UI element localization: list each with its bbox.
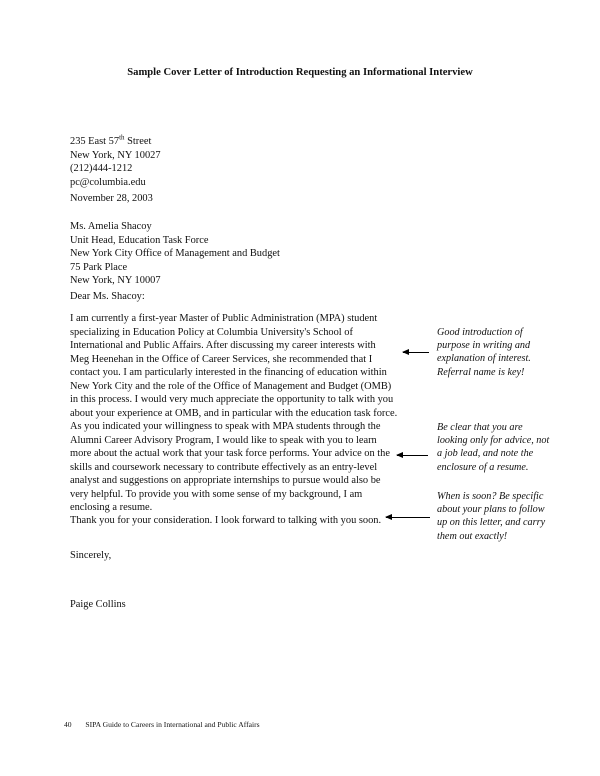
- letter-date: November 28, 2003: [70, 193, 153, 204]
- salutation: Dear Ms. Shacoy:: [70, 291, 145, 302]
- sender-address: [70, 135, 161, 189]
- footer-guide-title: SIPA Guide to Careers in International and Public Affairs: [85, 720, 260, 729]
- page-number: 40: [64, 720, 72, 729]
- paragraph-line: very helpful. To provide you with some sense of my background, I am: [70, 488, 363, 500]
- recipient-address: [70, 220, 280, 288]
- sender-street: 235 East 57th Street: [70, 133, 152, 147]
- paragraph-line: analyst and suggestions on appropriate internships to pursue would also be: [70, 475, 381, 486]
- margin-note-introduction: Good introduction of purpose in writing and explanation of interest. Referral name is key!: [437, 327, 531, 378]
- margin-note-advice: Be clear that you are looking only for advice, not a job lead, and note the enclosure of a resume.: [437, 422, 550, 473]
- paragraph-introduction: [70, 312, 397, 420]
- recipient-line: New York, NY 10007: [70, 275, 161, 286]
- paragraph-request: [70, 420, 390, 515]
- paragraph-line: Meg Heenehan in the Office of Career Services, she recommended that I: [70, 353, 373, 365]
- paragraph-line: contact you. I am particularly interested in the financing of education within: [70, 367, 387, 378]
- signature-name: Paige Collins: [70, 599, 126, 610]
- arrow-left-icon: [397, 455, 428, 456]
- paragraph-line: enclosing a resume.: [70, 502, 153, 513]
- paragraph-line: Alumni Career Advisory Program, I would like to speak with you to learn: [70, 434, 377, 446]
- paragraph-line: specializing in Education Policy at Columbia University's School of: [70, 326, 353, 338]
- page-footer: [64, 718, 260, 732]
- arrow-left-icon: [386, 517, 430, 518]
- paragraph-line: International and Public Affairs. After discussing my career interests with: [70, 340, 376, 351]
- arrow-left-icon: [403, 352, 429, 353]
- sender-email: pc@columbia.edu: [70, 176, 146, 188]
- paragraph-line: more about the actual work that your task force performs. Your advice on the: [70, 448, 390, 459]
- paragraph-thanks: Thank you for your consideration. I look forward to talking with you soon.: [70, 515, 382, 526]
- paragraph-line: in this process. I would very much appreciate the opportunity to talk with you: [70, 394, 394, 405]
- paragraph-line: I am currently a first-year Master of Public Administration (MPA) student: [70, 313, 378, 324]
- page-title: Sample Cover Letter of Introduction Requesting an Informational Interview: [127, 67, 473, 78]
- closing: Sincerely,: [70, 550, 112, 561]
- margin-note-follow-up: When is soon? Be specific about your plans to follow up on this letter, and carry them out exactly!: [437, 491, 546, 542]
- sender-city: New York, NY 10027: [70, 149, 161, 161]
- paragraph-line: As you indicated your willingness to speak with MPA students through the: [70, 421, 381, 432]
- paragraph-line: about your experience at OMB, and in particular with the education task force.: [70, 407, 398, 419]
- paragraph-line: skills and coursework necessary to contribute effectively as an entry-level: [70, 461, 378, 473]
- paragraph-line: New York City and the role of the Office of Management and Budget (OMB): [70, 380, 392, 392]
- recipient-line: Unit Head, Education Task Force: [70, 234, 209, 246]
- recipient-line: Ms. Amelia Shacoy: [70, 221, 152, 232]
- recipient-line: 75 Park Place: [70, 261, 128, 273]
- recipient-line: New York City Office of Management and Budget: [70, 248, 280, 259]
- sender-phone: (212)444-1212: [70, 163, 133, 174]
